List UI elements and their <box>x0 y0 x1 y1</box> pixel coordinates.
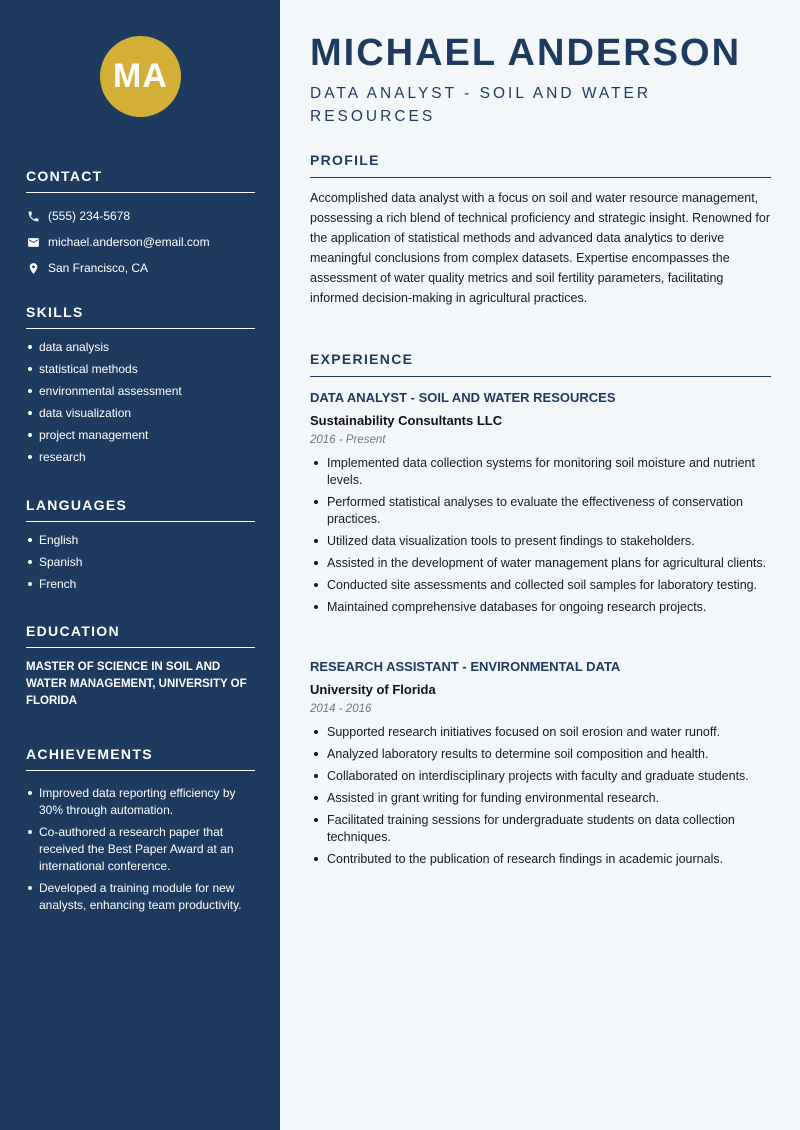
languages-list <box>26 532 255 598</box>
skills-list <box>26 339 255 471</box>
job-bullet: Collaborated on interdisciplinary projects with faculty and graduate students. <box>310 768 771 785</box>
language-item: Spanish <box>26 554 255 576</box>
achievements-heading: ACHIEVEMENTS <box>26 746 255 771</box>
profile-text: Accomplished data analyst with a focus on soil and water resource management, possessing a rich blend of technical proficiency and strategic insight. Renowned for the application of statistical methods and advanced data analytics to derive meaningful conclusions from complex datasets. Expertise encompasses the assessment of water quality metrics and soil fertility parameters, facilitating informed decision-making in agricultural practices. <box>310 191 770 305</box>
job-role: RESEARCH ASSISTANT - ENVIRONMENTAL DATA <box>310 659 621 674</box>
location-pin-icon <box>26 261 40 275</box>
contact-heading: CONTACT <box>26 168 255 193</box>
education-section <box>26 623 255 710</box>
language-item: French <box>26 576 255 598</box>
skills-section <box>26 304 255 471</box>
languages-section <box>26 497 255 598</box>
contact-email <box>26 229 255 255</box>
profile-heading: PROFILE <box>310 152 771 178</box>
job-bullet: Contributed to the publication of research findings in academic journals. <box>310 851 771 868</box>
candidate-name: MICHAEL ANDERSON <box>310 32 742 74</box>
languages-heading: LANGUAGES <box>26 497 255 522</box>
achievements-section <box>26 746 255 919</box>
experience-heading: EXPERIENCE <box>310 351 771 377</box>
experience-section <box>310 351 771 377</box>
job-dates: 2016 - Present <box>310 434 386 446</box>
achievements-list <box>26 785 255 914</box>
contact-location <box>26 255 255 281</box>
job-bullet: Analyzed laboratory results to determine soil composition and health. <box>310 746 771 763</box>
job-bullet: Facilitated training sessions for undergraduate students on data collection techniques. <box>310 812 771 846</box>
education-degree: MASTER OF SCIENCE IN SOIL AND WATER MANAGEMENT, UNIVERSITY OF FLORIDA <box>26 661 247 707</box>
education-heading: EDUCATION <box>26 623 255 648</box>
job-dates: 2014 - 2016 <box>310 703 372 715</box>
contact-email-text: michael.anderson@email.com <box>48 235 210 249</box>
job-company: Sustainability Consultants LLC <box>310 413 503 428</box>
skill-item: environmental assessment <box>26 383 255 405</box>
skill-item: project management <box>26 427 255 449</box>
email-icon <box>26 235 40 249</box>
job-role: DATA ANALYST - SOIL AND WATER RESOURCES <box>310 390 616 405</box>
contact-list <box>26 203 255 281</box>
job-bullet: Assisted in grant writing for funding environmental research. <box>310 790 771 807</box>
job-bullet: Maintained comprehensive databases for ongoing research projects. <box>310 599 771 616</box>
achievement-item: Improved data reporting efficiency by 30% through automation. <box>26 785 255 819</box>
contact-section <box>26 168 255 281</box>
skill-item: statistical methods <box>26 361 255 383</box>
job-bullet: Performed statistical analyses to evaluate the effectiveness of conservation practices. <box>310 494 771 528</box>
avatar-initials: MA <box>100 36 181 117</box>
language-item: English <box>26 532 255 554</box>
skill-item: data analysis <box>26 339 255 361</box>
job-company: University of Florida <box>310 682 436 697</box>
job-bullets <box>310 455 771 616</box>
candidate-title: DATA ANALYST - SOIL AND WATER RESOURCES <box>310 85 652 125</box>
skill-item: data visualization <box>26 405 255 427</box>
skill-item: research <box>26 449 255 471</box>
job-bullet: Utilized data visualization tools to present findings to stakeholders. <box>310 533 771 550</box>
phone-icon <box>26 209 40 223</box>
job-bullet: Supported research initiatives focused on soil erosion and water runoff. <box>310 724 771 741</box>
job-bullet: Conducted site assessments and collected soil samples for laboratory testing. <box>310 577 771 594</box>
skills-heading: SKILLS <box>26 304 255 329</box>
job-bullet: Implemented data collection systems for monitoring soil moisture and nutrient levels. <box>310 455 771 489</box>
achievement-item: Co-authored a research paper that received the Best Paper Award at an international conference. <box>26 824 255 875</box>
achievement-item: Developed a training module for new analysts, enhancing team productivity. <box>26 880 255 914</box>
job-bullets <box>310 724 771 868</box>
profile-section <box>310 152 771 308</box>
contact-phone-text: (555) 234-5678 <box>48 209 131 223</box>
contact-location-text: San Francisco, CA <box>48 261 149 275</box>
job-bullet: Assisted in the development of water management plans for agricultural clients. <box>310 555 771 572</box>
sidebar <box>0 0 280 1130</box>
job-entry <box>310 659 771 873</box>
contact-phone <box>26 203 255 229</box>
job-entry <box>310 390 771 621</box>
